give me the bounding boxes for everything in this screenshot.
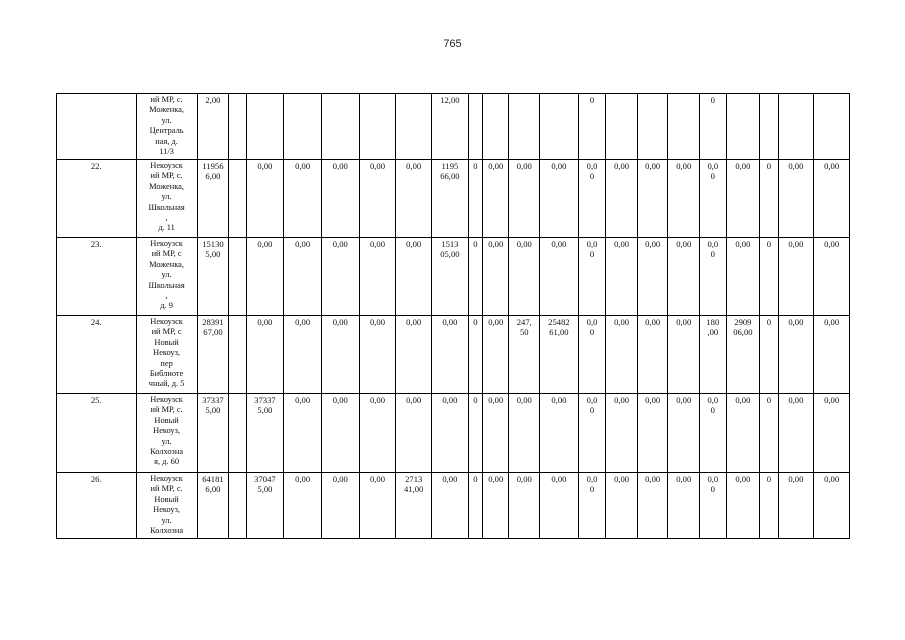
table-cell: 0,00 <box>540 160 579 238</box>
address-cell: ий МР, с. Моженка, ул. Централь ная, д. 11/3 <box>136 94 197 160</box>
table-cell <box>814 94 850 160</box>
table-cell: 0,00 <box>637 473 668 539</box>
table-cell <box>668 94 700 160</box>
table-cell: 0,00 <box>814 316 850 394</box>
table-cell: 0,00 <box>778 394 814 473</box>
table-cell: 25482 61,00 <box>540 316 579 394</box>
table-cell: 0,00 <box>284 394 322 473</box>
table-cell <box>246 94 284 160</box>
table-cell: 0,00 <box>637 394 668 473</box>
table-cell: 0,00 <box>359 473 396 539</box>
table-cell: 0,00 <box>284 160 322 238</box>
table-cell: 0,00 <box>540 238 579 316</box>
table-cell: 0,00 <box>359 238 396 316</box>
table-cell: 0,00 <box>396 316 432 394</box>
table-cell: 0,00 <box>726 160 760 238</box>
table-cell: 0,00 <box>778 160 814 238</box>
table-cell: 2909 06,00 <box>726 316 760 394</box>
table-cell: 0,00 <box>284 316 322 394</box>
table-cell <box>778 94 814 160</box>
table-cell: 28391 67,00 <box>197 316 229 394</box>
table-cell: 0 <box>760 238 778 316</box>
table-cell: 0,0 0 <box>578 473 606 539</box>
table-row <box>57 238 850 316</box>
address-cell: Некоузск ий МР, с Новый Некоуз, пер Библиоте чный, д. 5 <box>136 316 197 394</box>
table-cell: 12,00 <box>432 94 469 160</box>
table-cell: 0 <box>760 473 778 539</box>
row-number-cell: 26. <box>57 473 137 539</box>
table-cell <box>229 160 246 238</box>
table-cell: 0,00 <box>726 473 760 539</box>
table-cell: 0,00 <box>482 394 509 473</box>
table-cell: 0 <box>760 394 778 473</box>
table-cell: 0,00 <box>606 394 638 473</box>
table-cell: 1513 05,00 <box>432 238 469 316</box>
address-cell: Некоузск ий МР, с. Новый Некоуз, ул. Колхозна <box>136 473 197 539</box>
table-cell: 0,00 <box>509 394 540 473</box>
table-cell: 0,00 <box>540 394 579 473</box>
row-number-cell: 23. <box>57 238 137 316</box>
table-cell: 2713 41,00 <box>396 473 432 539</box>
table-cell: 0,0 0 <box>578 160 606 238</box>
table-cell: 0,00 <box>778 473 814 539</box>
table-cell <box>284 94 322 160</box>
table-cell: 0,00 <box>321 160 359 238</box>
table-cell: 0,00 <box>246 238 284 316</box>
table-cell: 0,00 <box>396 238 432 316</box>
address-cell: Некоузск ий МР, с Моженка, ул. Школьная , д. 9 <box>136 238 197 316</box>
table-cell <box>540 94 579 160</box>
table-cell: 0 <box>760 316 778 394</box>
table-cell: 0 <box>700 94 727 160</box>
table-cell: 180 ,00 <box>700 316 727 394</box>
table-cell: 0,0 0 <box>700 394 727 473</box>
table-cell: 0 <box>468 394 482 473</box>
table-cell: 0,00 <box>668 160 700 238</box>
table-cell: 0,00 <box>396 394 432 473</box>
table-cell: 0,00 <box>814 473 850 539</box>
table-cell <box>468 94 482 160</box>
table-cell: 0,00 <box>482 316 509 394</box>
table-cell: 0,00 <box>321 473 359 539</box>
table-cell: 0,00 <box>814 238 850 316</box>
table-cell: 0,00 <box>396 160 432 238</box>
table-cell: 0,0 0 <box>700 473 727 539</box>
table-cell: 0,00 <box>668 394 700 473</box>
table-cell: 0,00 <box>606 316 638 394</box>
table-cell: 0,00 <box>606 160 638 238</box>
table-cell: 37047 5,00 <box>246 473 284 539</box>
table-cell: 0,00 <box>432 473 469 539</box>
table-cell <box>229 238 246 316</box>
table-cell: 1195 66,00 <box>432 160 469 238</box>
row-number-cell: 24. <box>57 316 137 394</box>
table-cell <box>482 94 509 160</box>
table-cell: 0 <box>468 473 482 539</box>
table-cell: 0,0 0 <box>578 394 606 473</box>
table-cell: 15130 5,00 <box>197 238 229 316</box>
table-cell <box>396 94 432 160</box>
table-cell <box>509 94 540 160</box>
table-cell: 0,00 <box>814 394 850 473</box>
table-cell: 37337 5,00 <box>197 394 229 473</box>
row-number-cell: 22. <box>57 160 137 238</box>
table-cell: 0,00 <box>726 394 760 473</box>
data-table <box>56 93 850 539</box>
table-cell <box>229 94 246 160</box>
table-cell <box>229 394 246 473</box>
table-cell: 0,00 <box>482 473 509 539</box>
table-cell: 0 <box>468 160 482 238</box>
table-cell <box>726 94 760 160</box>
table-cell: 0 <box>760 160 778 238</box>
address-cell: Некоузск ий МР, с. Моженка, ул. Школьная , д. 11 <box>136 160 197 238</box>
table-row <box>57 316 850 394</box>
table-cell: 0,00 <box>668 316 700 394</box>
table-cell: 0,00 <box>284 238 322 316</box>
table-cell: 0,0 0 <box>578 238 606 316</box>
table-row <box>57 160 850 238</box>
table-cell: 0,00 <box>726 238 760 316</box>
row-number-cell: 25. <box>57 394 137 473</box>
table-cell <box>229 316 246 394</box>
table-cell: 0,00 <box>482 160 509 238</box>
table-cell: 2,00 <box>197 94 229 160</box>
table-body <box>57 94 850 539</box>
table-cell: 0,00 <box>637 238 668 316</box>
table-cell: 0,00 <box>432 316 469 394</box>
page-number: 765 <box>443 38 462 50</box>
table-row <box>57 94 850 160</box>
table-cell: 0,00 <box>321 316 359 394</box>
table-cell: 0,00 <box>359 316 396 394</box>
table-cell: 0,00 <box>321 238 359 316</box>
table-cell: 0,00 <box>637 316 668 394</box>
table-cell: 0,00 <box>284 473 322 539</box>
table-cell: 0,00 <box>778 316 814 394</box>
table-cell: 0,00 <box>668 238 700 316</box>
table-cell: 0,00 <box>606 238 638 316</box>
table-cell: 0,00 <box>509 238 540 316</box>
table-cell: 0,00 <box>482 238 509 316</box>
table-cell: 0,0 0 <box>700 238 727 316</box>
address-cell: Некоузск ий МР, с. Новый Некоуз, ул. Колхозна я, д. 60 <box>136 394 197 473</box>
table-cell: 0,00 <box>321 394 359 473</box>
table-cell: 0,00 <box>814 160 850 238</box>
table-cell: 0,00 <box>246 316 284 394</box>
table-cell: 0,00 <box>778 238 814 316</box>
table-row <box>57 394 850 473</box>
table-cell: 247, 50 <box>509 316 540 394</box>
table-cell: 0,00 <box>606 473 638 539</box>
table-cell <box>229 473 246 539</box>
table-cell: 0,00 <box>246 160 284 238</box>
table-cell: 0,00 <box>509 473 540 539</box>
table-cell: 0,00 <box>637 160 668 238</box>
table-cell: 64181 6,00 <box>197 473 229 539</box>
table-cell <box>321 94 359 160</box>
table-cell: 0,00 <box>509 160 540 238</box>
table-cell: 0 <box>578 94 606 160</box>
table-cell: 0,00 <box>668 473 700 539</box>
table-cell <box>359 94 396 160</box>
row-number-cell <box>57 94 137 160</box>
table-cell: 0,0 0 <box>700 160 727 238</box>
table-cell <box>606 94 638 160</box>
table-cell: 11956 6,00 <box>197 160 229 238</box>
table-cell <box>637 94 668 160</box>
table-cell: 0,00 <box>359 160 396 238</box>
table-cell: 0,0 0 <box>578 316 606 394</box>
table-cell: 37337 5,00 <box>246 394 284 473</box>
table-cell: 0 <box>468 316 482 394</box>
table-cell: 0,00 <box>540 473 579 539</box>
table-cell <box>760 94 778 160</box>
table-cell: 0,00 <box>432 394 469 473</box>
table-cell: 0 <box>468 238 482 316</box>
table-cell: 0,00 <box>359 394 396 473</box>
table-row <box>57 473 850 539</box>
